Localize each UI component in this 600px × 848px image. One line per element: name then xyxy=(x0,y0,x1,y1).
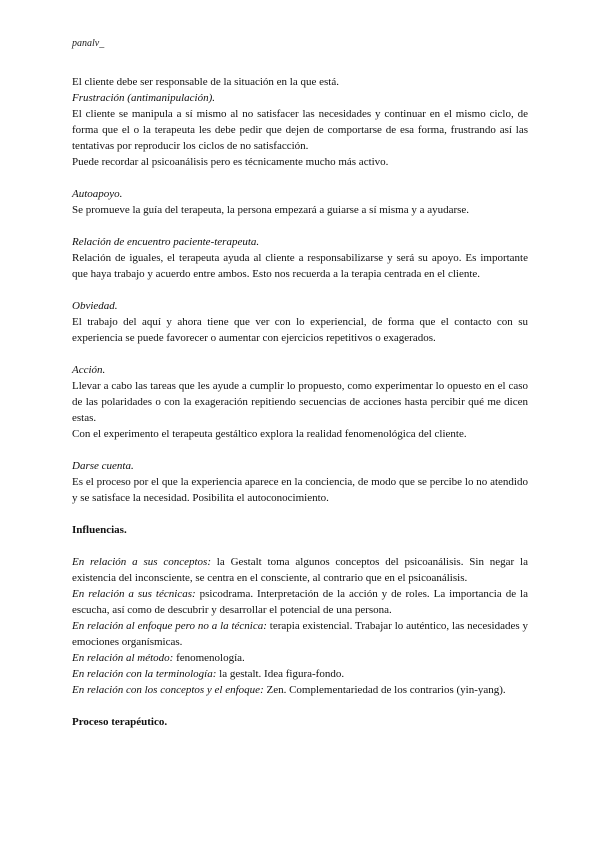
paragraph: Relación de iguales, el terapeuta ayuda al cliente a responsabilizarse y será su apoyo. Es importante que haya trabajo y acuerdo entre ambos. Esto nos recuerda a la terapia centrada en el cliente. xyxy=(72,252,528,280)
section-heading-frustracion: Frustración (antimanipulación). xyxy=(72,92,215,104)
influence-item xyxy=(72,666,528,682)
paragraph: Es el proceso por el que la experiencia aparece en la conciencia, de modo que se percibe lo no atendido y se satisface la necesidad. Posibilita el autoconocimiento. xyxy=(72,476,528,504)
influence-label: En relación con los conceptos y el enfoque: xyxy=(72,684,264,696)
influence-text: psicodrama. Interpretación de la acción y de roles. La importancia de la escucha, así como de descubrir y desarrollar el potencial de una persona. xyxy=(72,588,528,616)
section-heading-obviedad: Obviedad. xyxy=(72,300,118,312)
influence-item xyxy=(72,618,528,650)
paragraph: Llevar a cabo las tareas que les ayude a cumplir lo propuesto, como experimentar lo opuesto en el caso de las polaridades o con la exageración repitiendo secuencias de acciones hasta percibir qué me dicen estas. xyxy=(72,380,528,424)
paragraph: Con el experimento el terapeuta gestáltico explora la realidad fenomenológica del cliente. xyxy=(72,428,467,440)
influence-text: Zen. Complementariedad de los contrarios (yin-yang). xyxy=(263,684,506,696)
paragraph: El trabajo del aquí y ahora tiene que ver con lo experiencial, de forma que el contacto con su experiencia se puede favorecer o aumentar con ejercicios repetitivos o exagerados. xyxy=(72,316,528,344)
section-heading-darse-cuenta: Darse cuenta. xyxy=(72,460,134,472)
paragraph: El cliente se manipula a sí mismo al no satisfacer las necesidades y continuar en el mismo ciclo, de forma que el o la terapeuta les debe pedir que dejen de comportarse de esa forma, frustrando así las tentativas por reproducir los ciclos de no satisfacción. xyxy=(72,108,528,152)
influence-label: En relación al enfoque pero no a la técnica: xyxy=(72,620,267,632)
influence-item xyxy=(72,682,528,698)
influence-text: la Gestalt toma algunos conceptos del psicoanálisis. Sin negar la existencia del inconsciente, se centra en el consciente, al contrario que en el psicoanálisis. xyxy=(72,556,528,584)
influence-text: la gestalt. Idea figura-fondo. xyxy=(216,668,345,680)
influence-item xyxy=(72,586,528,618)
influence-text: fenomenología. xyxy=(173,652,245,664)
paragraph: Se promueve la guía del terapeuta, la persona empezará a guiarse a sí misma y a ayudarse. xyxy=(72,204,470,216)
paragraph: Puede recordar al psicoanálisis pero es técnicamente mucho más activo. xyxy=(72,156,389,168)
influence-label: En relación a sus conceptos: xyxy=(72,556,211,568)
page-header: panalv_ xyxy=(72,38,105,49)
section-heading-relacion: Relación de encuentro paciente-terapeuta. xyxy=(72,236,260,248)
section-heading-accion: Acción. xyxy=(72,364,106,376)
influence-text: terapia existencial. Trabajar lo auténtico, las necesidades y emociones organísmicas. xyxy=(72,620,528,648)
paragraph: El cliente debe ser responsable de la situación en la que está. xyxy=(72,76,339,88)
document-body xyxy=(72,74,528,730)
influence-item xyxy=(72,650,528,666)
influence-label: En relación con la terminología: xyxy=(72,668,217,680)
influence-label: En relación al método: xyxy=(72,652,174,664)
section-heading-proceso: Proceso terapéutico. xyxy=(72,716,168,728)
influence-item xyxy=(72,554,528,586)
section-heading-influencias: Influencias. xyxy=(72,524,127,536)
section-heading-autoapoyo: Autoapoyo. xyxy=(72,188,123,200)
influence-label: En relación a sus técnicas: xyxy=(72,588,196,600)
